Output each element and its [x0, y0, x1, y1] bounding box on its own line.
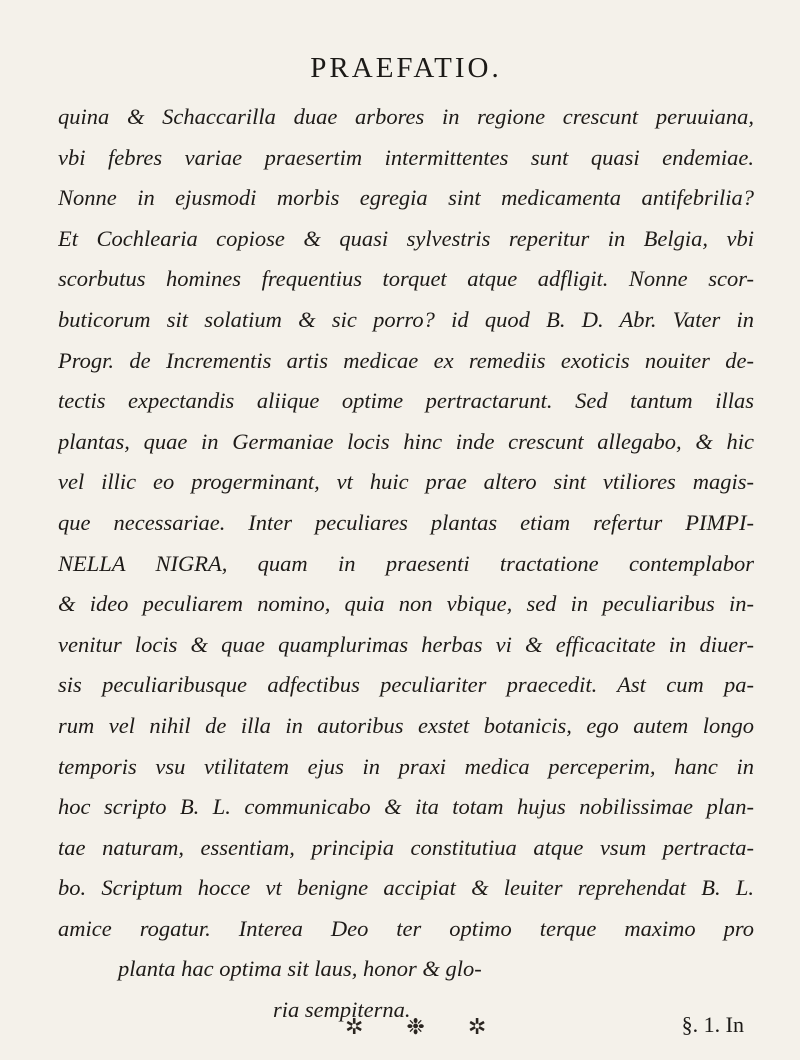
text-line: ria sempiterna. — [273, 997, 411, 1023]
text-line: plantas, quae in Germaniae locis hinc inde crescunt allegabo, & hic — [58, 428, 754, 454]
text-line: & ideo peculiarem nomino, quia non vbique, sed in peculiaribus in- — [58, 591, 754, 617]
text-line: Progr. de Incrementis artis medicae ex remediis exoticis nouiter de- — [58, 347, 754, 373]
text-line: amice rogatur. Interea Deo ter optimo terque maximo pro — [58, 915, 754, 941]
running-head: PRAEFATIO. — [310, 52, 502, 84]
text-line: scorbutus homines frequentius torquet atque adfligit. Nonne scor- — [58, 266, 754, 292]
text-line: hoc scripto B. L. communicabo & ita totam hujus nobilissimae plan- — [58, 794, 754, 820]
ornament-stars-icon: ✲ ❉ ✲ — [345, 1015, 505, 1040]
text-line: Nonne in ejusmodi morbis egregia sint medicamenta antifebrilia? — [58, 185, 754, 211]
text-line: buticorum sit solatium & sic porro? id quod B. D. Abr. Vater in — [58, 306, 754, 332]
text-line: vel illic eo progerminant, vt huic prae altero sint vtiliores magis- — [58, 469, 754, 495]
text-line: temporis vsu vtilitatem ejus in praxi medica perceperim, hanc in — [58, 753, 754, 779]
text-line: quina & Schaccarilla duae arbores in regione crescunt peruuiana, — [58, 104, 754, 129]
text-line: NELLA NIGRA, quam in praesenti tractatione contemplabor — [58, 550, 754, 576]
text-line: planta hac optima sit laus, honor & glo- — [118, 956, 482, 982]
text-line: vbi febres variae praesertim intermittentes sunt quasi endemiae. — [58, 144, 754, 170]
text-line: bo. Scriptum hocce vt benigne accipiat & leuiter reprehendat B. L. — [58, 875, 754, 901]
body-text — [58, 97, 754, 1031]
text-line: que necessariae. Inter peculiares plantas etiam refertur PIMPI- — [58, 509, 754, 535]
text-line: tectis expectandis aliique optime pertractarunt. Sed tantum illas — [58, 388, 754, 414]
text-line: Et Cochlearia copiose & quasi sylvestris reperitur in Belgia, vbi — [58, 225, 754, 251]
text-line: tae naturam, essentiam, principia constitutiua atque vsum pertracta- — [58, 834, 754, 860]
catchword: §. 1. In — [681, 1012, 744, 1037]
text-line: rum vel nihil de illa in autoribus exstet botanicis, ego autem longo — [58, 712, 754, 738]
text-line: sis peculiaribusque adfectibus peculiariter praecedit. Ast cum pa- — [58, 672, 754, 698]
text-line: venitur locis & quae quamplurimas herbas vi & efficacitate in diuer- — [58, 631, 754, 657]
